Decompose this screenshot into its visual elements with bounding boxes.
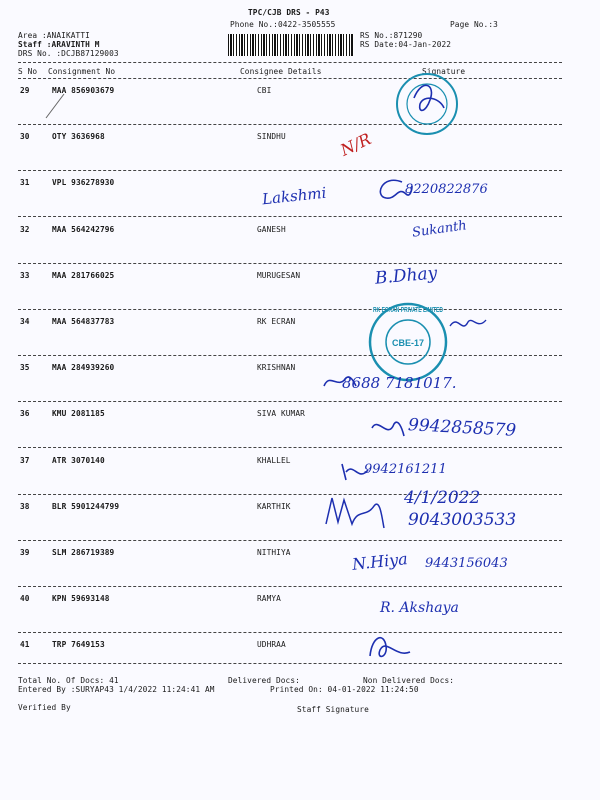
row-divider bbox=[18, 447, 562, 448]
row-consignee: CBI bbox=[257, 86, 272, 95]
row33-signature: B.Dhay bbox=[374, 263, 438, 289]
stamp-code: CBE-17 bbox=[391, 338, 425, 348]
row-consignee: MURUGESAN bbox=[257, 270, 301, 280]
row30-nr-mark: N/R bbox=[337, 129, 374, 160]
row-consignee: SIVA KUMAR bbox=[257, 409, 305, 419]
row-consignment-no: MAA 284939260 bbox=[52, 363, 115, 373]
row-divider bbox=[18, 494, 562, 495]
barcode bbox=[228, 34, 354, 56]
area-label: Area :ANAIKATTI bbox=[18, 31, 90, 40]
row-sno: 31 bbox=[20, 178, 30, 188]
row-sno: 30 bbox=[20, 132, 30, 142]
row-consignee: SINDHU bbox=[257, 132, 286, 142]
stamp-name: RK ECRAN PRIVATE LIMITED bbox=[373, 307, 443, 314]
row38-signature-scribble bbox=[324, 488, 384, 534]
row-consignment-no: KMU 2081185 bbox=[52, 409, 105, 419]
entered-by: Entered By :SURYAP43 1/4/2022 11:24:41 AM bbox=[18, 685, 215, 694]
verified-by: Verified By bbox=[18, 703, 71, 712]
row-consignment-no: VPL 936278930 bbox=[52, 178, 115, 188]
row-divider bbox=[18, 540, 562, 541]
row38-date: 4/1/2022 bbox=[404, 488, 481, 508]
staff-label: Staff :ARAVINTH M bbox=[18, 40, 100, 49]
drs-number: DRS No. :DCJB87129003 bbox=[18, 49, 119, 58]
row-divider bbox=[18, 632, 562, 633]
row35-phone: 8688 7181017. bbox=[342, 374, 457, 392]
header-divider bbox=[18, 62, 562, 63]
row39-phone: 9443156043 bbox=[425, 556, 508, 571]
row-sno: 35 bbox=[20, 363, 30, 373]
row-consignee: KHALLEL bbox=[257, 455, 291, 465]
phone-number: Phone No.:0422-3505555 bbox=[230, 20, 336, 29]
row31-name-signature: Lakshmi bbox=[261, 183, 328, 209]
row-sno: 39 bbox=[20, 548, 30, 557]
column-signature: Signature bbox=[422, 67, 466, 76]
row-divider bbox=[18, 401, 562, 402]
row-sno: 41 bbox=[20, 640, 30, 650]
delivered-docs: Delivered Docs: bbox=[228, 676, 300, 685]
row-consignee: NITHIYA bbox=[257, 548, 291, 557]
row32-signature: Sukanth bbox=[411, 218, 468, 241]
row-consignee: UDHRAA bbox=[257, 640, 286, 650]
total-docs: Total No. Of Docs: 41 bbox=[18, 676, 119, 685]
delivery-stamp-round bbox=[392, 68, 462, 140]
row40-signature: R. Akshaya bbox=[380, 600, 459, 616]
row-consignment-no: TRP 7649153 bbox=[52, 640, 105, 650]
row-divider bbox=[18, 263, 562, 264]
row-consignment-no: MAA 564242796 bbox=[52, 224, 115, 234]
row41-signature-scribble bbox=[366, 628, 412, 664]
row-consignment-no: KPN 59693148 bbox=[52, 594, 110, 604]
row-consignee: GANESH bbox=[257, 224, 286, 234]
row-consignment-no: ATR 3070140 bbox=[52, 455, 105, 465]
column-consignment: Consignment No bbox=[48, 67, 116, 76]
row-consignment-no: MAA 564837783 bbox=[52, 317, 115, 326]
row38-phone: 9043003533 bbox=[408, 510, 517, 530]
row-consignment-no: SLM 286719389 bbox=[52, 548, 115, 557]
rk-ecran-company-stamp bbox=[366, 300, 450, 384]
row-sno: 40 bbox=[20, 594, 30, 604]
row36-signature-scribble bbox=[370, 418, 404, 440]
printed-on: Printed On: 04-01-2022 11:24:50 bbox=[270, 685, 419, 694]
footer-divider bbox=[18, 663, 562, 664]
row-consignee: RK ECRAN bbox=[257, 317, 296, 326]
row39-signature: N.Hiya bbox=[351, 549, 409, 574]
row34-signature-scribble bbox=[448, 312, 488, 336]
row-divider bbox=[18, 355, 562, 356]
row-consignment-no: MAA 281766025 bbox=[52, 270, 115, 280]
row-consignee: RAMYA bbox=[257, 594, 281, 604]
row29-tick-mark bbox=[44, 92, 74, 122]
row-consignment-no: MAA 856903679 bbox=[52, 86, 115, 95]
row-consignment-no: BLR 5901244799 bbox=[52, 501, 120, 511]
row37-phone: 9942161211 bbox=[364, 462, 447, 477]
row31-phone: 8220822876 bbox=[405, 182, 488, 197]
row-consignee: KRISHNAN bbox=[257, 363, 296, 373]
column-sno: S No bbox=[18, 67, 38, 76]
row-sno: 34 bbox=[20, 317, 30, 326]
staff-signature: Staff Signature bbox=[297, 705, 369, 714]
row-consignment-no: OTY 3636968 bbox=[52, 132, 105, 142]
page-number: Page No.:3 bbox=[450, 20, 498, 29]
column-consignee: Consignee Details bbox=[240, 67, 322, 76]
row-divider bbox=[18, 170, 562, 171]
rs-number: RS No.:871290 bbox=[360, 31, 423, 40]
row-divider bbox=[18, 309, 562, 310]
rs-date: RS Date:04-Jan-2022 bbox=[360, 40, 452, 49]
non-delivered-docs: Non Delivered Docs: bbox=[363, 676, 455, 685]
row-consignee: KARTHIK bbox=[257, 501, 291, 511]
row36-phone: 9942858579 bbox=[407, 415, 517, 441]
header-divider-bottom bbox=[18, 78, 562, 79]
row-sno: 29 bbox=[20, 86, 30, 95]
row-divider bbox=[18, 124, 562, 125]
row-sno: 38 bbox=[20, 501, 30, 511]
row-divider bbox=[18, 216, 562, 217]
row-sno: 32 bbox=[20, 224, 30, 234]
row-sno: 37 bbox=[20, 455, 30, 465]
document-title: TPC/CJB DRS - P43 bbox=[248, 8, 330, 17]
row-divider bbox=[18, 586, 562, 587]
row-sno: 33 bbox=[20, 270, 30, 280]
row-sno: 36 bbox=[20, 409, 30, 419]
